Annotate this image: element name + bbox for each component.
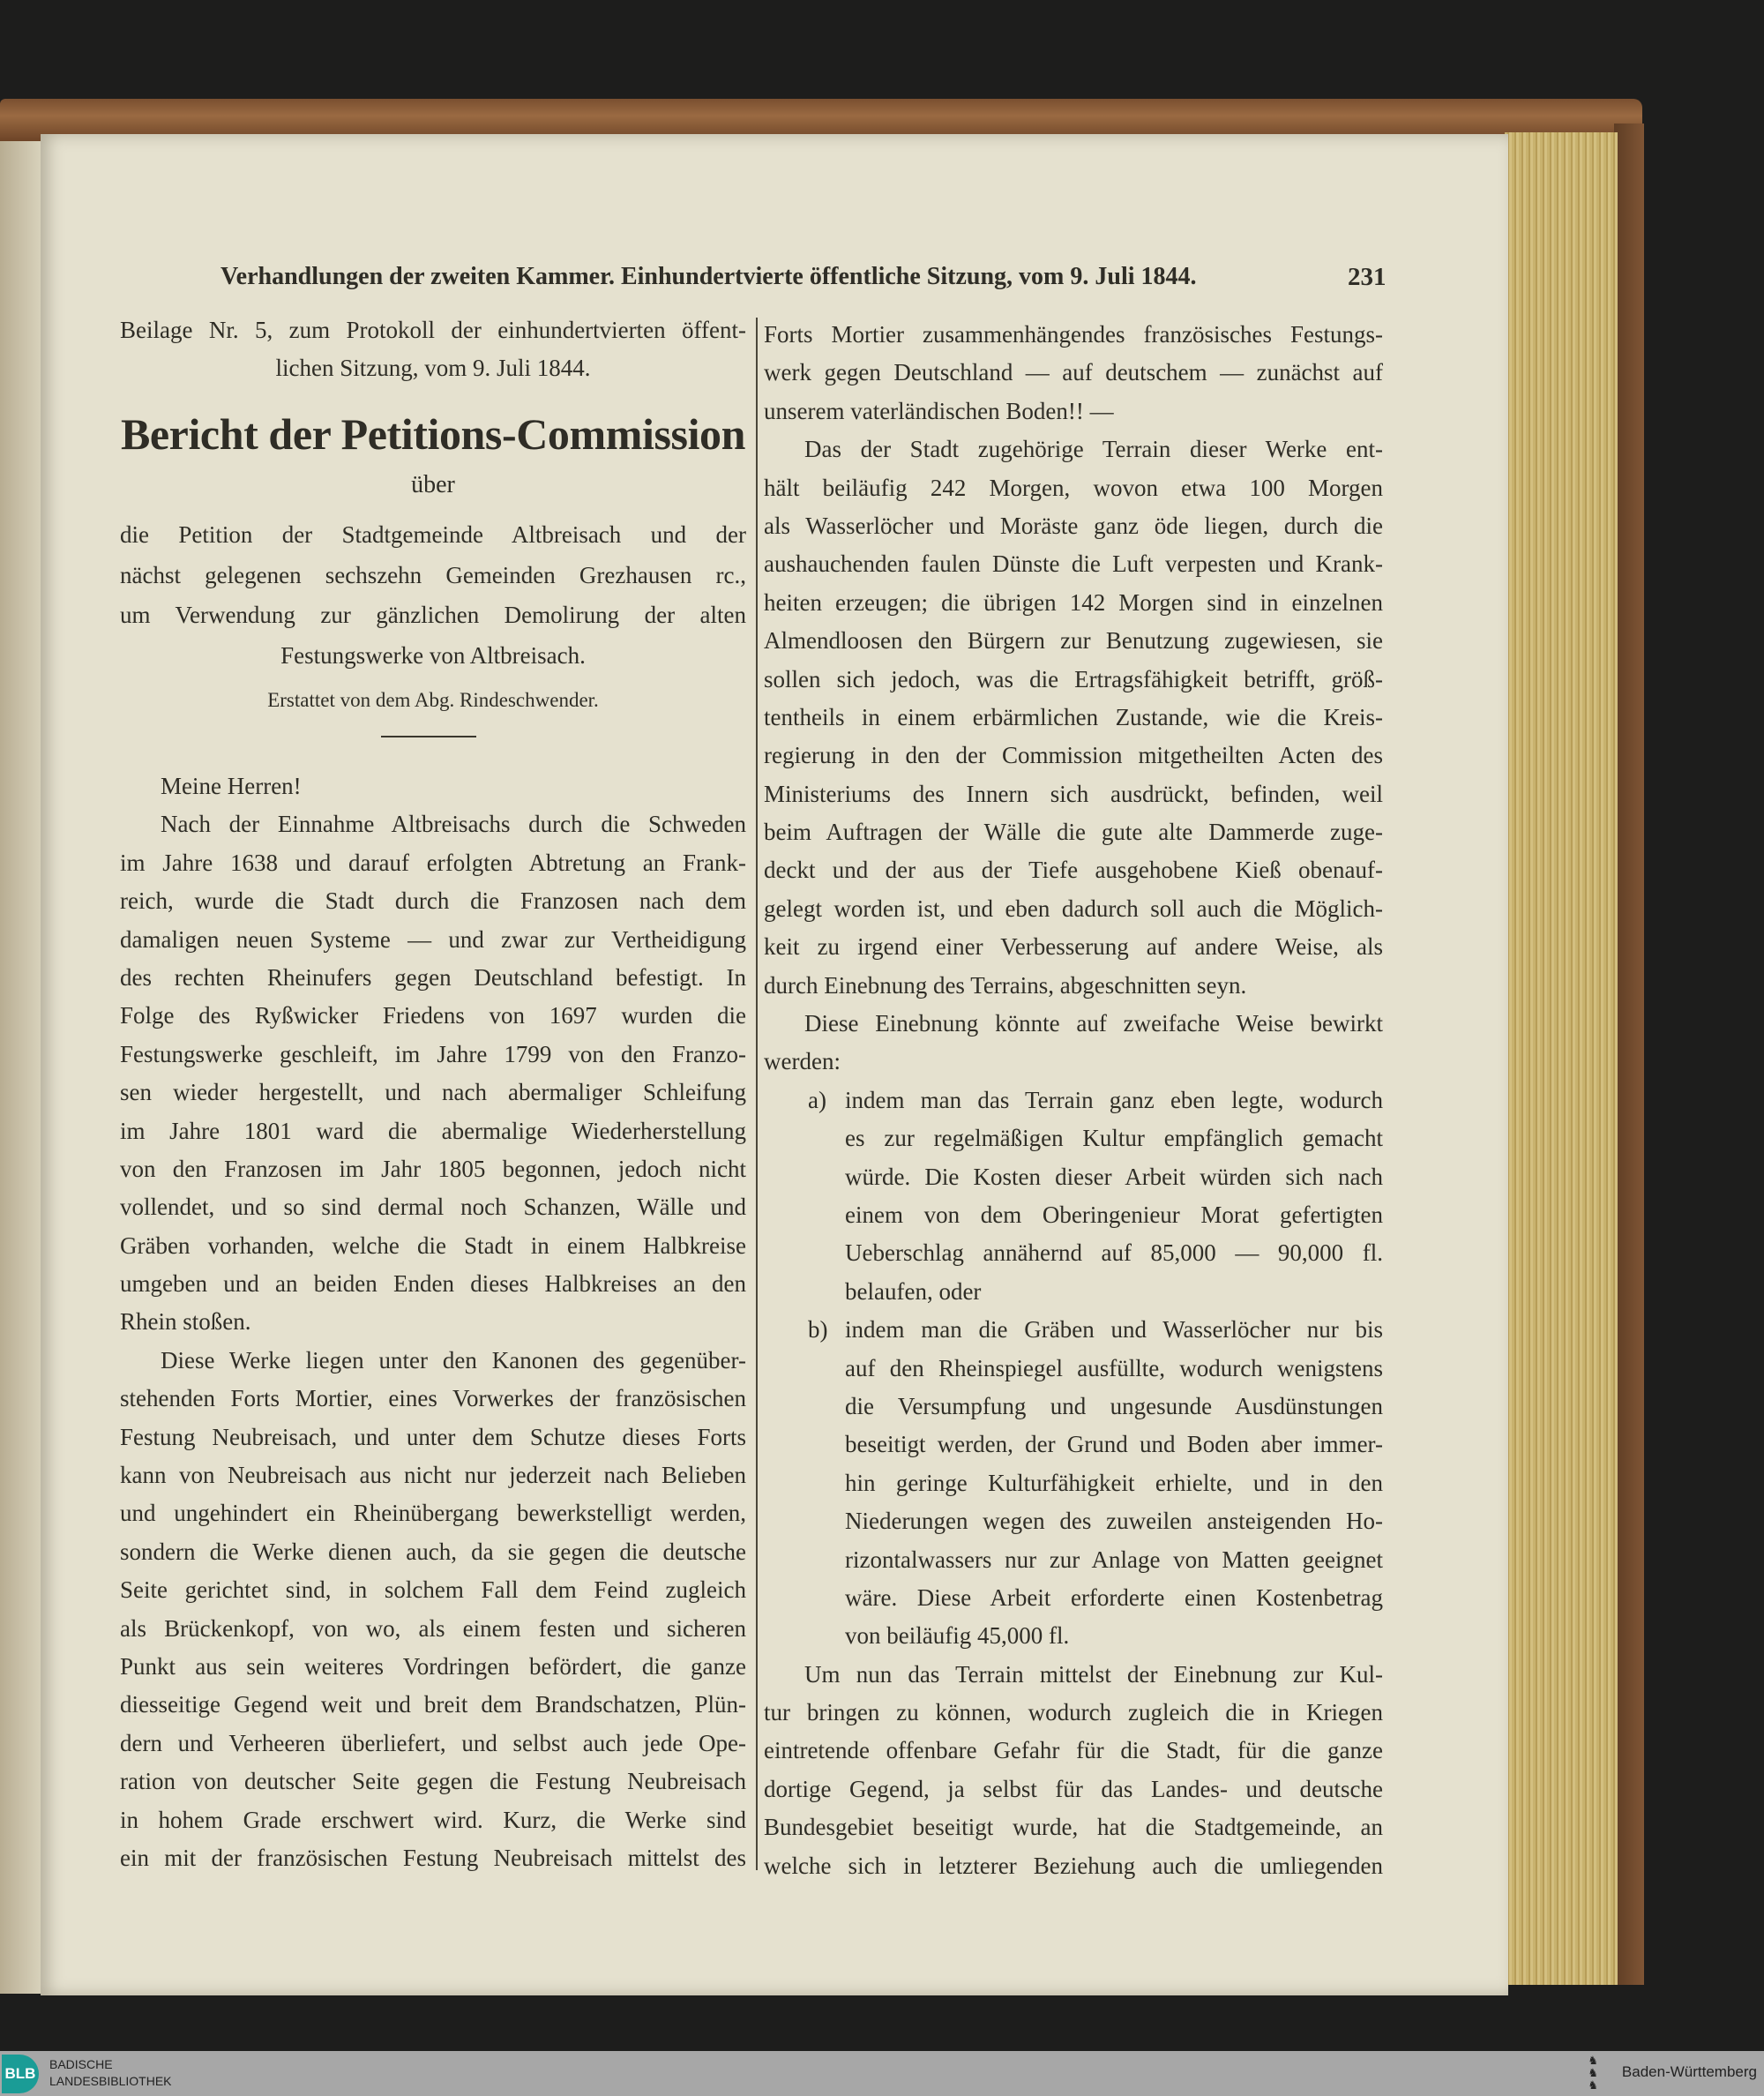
list-marker: b) (808, 1316, 828, 1344)
report-author (120, 681, 746, 719)
text-line: von beiläufig 45,000 fl. (845, 1622, 1070, 1650)
text-line: Almendloosen den Bürgern zur Benutzung zugewiesen, sie (764, 627, 1383, 655)
paragraph (120, 1342, 746, 1877)
text-line: Ministeriums des Innern sich ausdrückt, befinden, weil (764, 780, 1383, 807)
text-line: heiten erzeugen; die übrigen 142 Morgen sind in einzelnen (764, 588, 1383, 616)
text-line: deckt und der aus der Tiefe ausgehobene Kieß obenauf- (764, 857, 1383, 884)
text-line: dern und Verheeren überliefert, und selbst auch jede Ope- (120, 1729, 746, 1756)
text-line: Nach der Einnahme Altbreisachs durch die Schweden (161, 811, 746, 838)
text-line: Festungswerke geschleift, im Jahre 1799 von den Franzo- (120, 1040, 746, 1067)
text-line: auf den Rheinspiegel ausfüllte, wodurch wenigstens (845, 1354, 1383, 1381)
text-line: von den Franzosen im Jahr 1805 begonnen, jedoch nicht (120, 1155, 746, 1182)
text-line: stehenden Forts Mortier, eines Vorwerkes der französischen (120, 1385, 746, 1412)
state-name[interactable]: Baden-Württemberg (1621, 2063, 1757, 2080)
text-line: in hohem Grade erschwert wird. Kurz, die Werke sind (120, 1806, 746, 1833)
text-line: Rhein stoßen. (120, 1308, 251, 1336)
separator-rule (381, 736, 476, 737)
text-line: sen wieder hergestellt, und nach abermaliger Schleifung (120, 1079, 746, 1106)
text-line: rizontalwassers nur zur Anlage von Matten geeignet (845, 1546, 1383, 1573)
text-line: im Jahre 1801 ward die abermalige Wiederherstellung (120, 1117, 746, 1144)
text-line: vollendet, und so sind dermal noch Schanzen, Wälle und (120, 1194, 746, 1221)
list-text: indem man das Terrain ganz eben legte, wodurch (845, 1086, 1383, 1113)
page-number: 231 (1348, 263, 1387, 291)
text-line: beseitigt werden, der Grund und Boden aber immer- (845, 1431, 1383, 1458)
salutation: Meine Herren! (161, 773, 302, 799)
text-line: eintretende offenbare Gefahr für die Stadt, für die ganze (764, 1737, 1383, 1764)
list-item (764, 1311, 1383, 1656)
text-line: tentheils in einem erbärmlichen Zustande, wie die Kreis- (764, 703, 1383, 730)
paragraph (120, 805, 746, 1341)
text-line: hält beiläufig 242 Morgen, wovon etwa 100 Morgen (764, 474, 1383, 501)
text-line: diesseitige Gegend weit und breit dem Brandschatzen, Plün- (120, 1691, 746, 1718)
text-line: Niederungen wegen des zuweilen ansteigenden Ho- (845, 1508, 1383, 1535)
text-line: die Versumpfung und ungesunde Ausdünstungen (845, 1392, 1383, 1419)
column-divider (756, 318, 758, 1870)
text-line: als Brückenkopf, von wo, als einem festen und sicheren (120, 1614, 746, 1642)
text-line: Forts Mortier zusammenhängendes französisches Festungs- (764, 321, 1383, 348)
text-line: tur bringen zu können, wodurch zugleich die in Kriegen (764, 1699, 1383, 1726)
text-line (764, 1082, 1383, 1119)
blb-logo[interactable]: BLB (2, 2055, 39, 2093)
text-line: sondern die Werke dienen auch, da sie gegen die deutsche (120, 1538, 746, 1565)
text-line: ration von deutscher Seite gegen die Festung Neubreisach (120, 1768, 746, 1795)
running-head: Verhandlungen der zweiten Kammer. Einhundertvierte öffentliche Sitzung, vom 9. Juli 1844. (220, 263, 1197, 290)
list-item (764, 1082, 1383, 1311)
text-line: es zur regelmäßigen Kultur empfänglich gemacht (845, 1125, 1383, 1152)
text-line: Diese Werke liegen unter den Kanonen des gegenüber- (161, 1346, 746, 1374)
text-line: im Jahre 1638 und darauf erfolgten Abtretung an Frank- (120, 849, 746, 876)
left-column-body (120, 767, 746, 1877)
text-line: Diese Einebnung könnte auf zweifache Weise bewirkt (804, 1010, 1383, 1037)
footer-bar (0, 2051, 1764, 2096)
text-line: unserem vaterländischen Boden!! — (764, 397, 1114, 424)
library-name (49, 2056, 172, 2090)
text-line: kann von Neubreisach aus nicht nur jederzeit nach Belieben (120, 1462, 746, 1489)
text-line: welche sich in letzterer Beziehung auch die umliegenden (764, 1852, 1383, 1879)
heading-line: Beilage Nr. 5, zum Protokoll der einhundertvierten öffent- (120, 317, 746, 343)
appendix-heading (120, 311, 746, 388)
text-line: Gräben vorhanden, welche die Stadt in einem Halbkreise (120, 1231, 746, 1259)
text-line: keit zu irgend einer Verbesserung auf andere Weise, als (764, 933, 1383, 961)
text-line: wäre. Diese Arbeit erforderte einen Kostenbetrag (845, 1583, 1383, 1611)
text-line: ein mit der französischen Festung Neubreisach mittelst des (120, 1844, 746, 1871)
text-line: Folge des Ryßwicker Friedens von 1697 wurden die (120, 1002, 746, 1029)
subject-line: um Verwendung zur gänzlichen Demolirung der alten (120, 602, 746, 628)
text-line: belaufen, oder (845, 1277, 982, 1305)
book-cover-right (1614, 124, 1644, 1985)
text-line: und ungehindert ein Rheinübergang bewerkstelligt werden, (120, 1500, 746, 1527)
library-name-line: LANDESBIBLIOTHEK (49, 2074, 172, 2088)
text-line: Festung Neubreisach, und unter dem Schutze dieses Forts (120, 1423, 746, 1450)
report-preposition: über (411, 471, 455, 498)
text-line: gelegt worden ist, und eben dadurch soll auch die Möglich- (764, 895, 1383, 922)
text-line: Um nun das Terrain mittelst der Einebnung zur Kul- (804, 1660, 1383, 1688)
text-line: umgeben und an beiden Enden dieses Halbkreises an den (120, 1270, 746, 1298)
text-line: beim Auftragen der Wälle die gute alte Dammerde zuge- (764, 819, 1383, 846)
text-line: dortige Gegend, ja selbst für das Landes- und deutsche (764, 1775, 1383, 1802)
text-line: regierung in den der Commission mitgetheilten Acten des (764, 742, 1383, 769)
text-line: Seite gerichtet sind, in solchem Fall dem Feind zugleich (120, 1576, 746, 1604)
text-line: würde. Die Kosten dieser Arbeit würden sich nach (845, 1163, 1383, 1190)
gilt-page-edges (1505, 132, 1618, 1985)
list-text: indem man die Gräben und Wasserlöcher nur bis (845, 1316, 1383, 1344)
text-line: durch Einebnung des Terrains, abgeschnitten seyn. (764, 971, 1247, 999)
subject-line: Festungswerke von Altbreisach. (280, 641, 586, 669)
text-line: hin geringe Kulturfähigkeit erhielte, und in den (845, 1469, 1383, 1496)
text-line: des rechten Rheinufers gegen Deutschland befestigt. In (120, 963, 746, 991)
left-page-edge (0, 132, 42, 1994)
subject-line: die Petition der Stadtgemeinde Altbreisach und der (120, 521, 746, 548)
text-line: Punkt aus sein weiteres Vordringen befördert, die ganze (120, 1652, 746, 1680)
author-line: Erstattet von dem Abg. Rindeschwender. (267, 689, 599, 711)
report-title: Bericht der Petitions-Commission (120, 409, 746, 459)
three-lions-icon: ♞ ♞ ♞ (1588, 2054, 1598, 2092)
paragraph (764, 1656, 1383, 1885)
paragraph (764, 1005, 1383, 1082)
text-line: sollen sich jedoch, was die Ertragsfähigkeit betrifft, größ- (764, 665, 1383, 692)
text-line: reich, wurde die Stadt durch die Franzosen nach dem (120, 887, 746, 915)
right-column-body (764, 316, 1383, 1885)
report-subject (120, 515, 746, 676)
text-line: werk gegen Deutschland — auf deutschem — zunächst auf (764, 359, 1383, 386)
text-line: aushauchenden faulen Dünste die Luft verpesten und Krank- (764, 550, 1383, 578)
paragraph (764, 316, 1383, 430)
text-line: einem von dem Oberingenieur Morat gefertigten (845, 1201, 1383, 1228)
heading-line: lichen Sitzung, vom 9. Juli 1844. (275, 355, 591, 382)
text-line: Das der Stadt zugehörige Terrain dieser Werke ent- (804, 436, 1383, 463)
text-line: als Wasserlöcher und Moräste ganz öde liegen, durch die (764, 512, 1383, 539)
text-line: Ueberschlag annähernd auf 85,000 — 90,000 fl. (845, 1239, 1383, 1267)
library-name-line: BADISCHE (49, 2057, 113, 2071)
text-line: damaligen neuen Systeme — und zwar zur Vertheidigung (120, 925, 746, 953)
subject-line: nächst gelegenen sechszehn Gemeinden Grezhausen rc., (120, 561, 746, 588)
text-line: Bundesgebiet beseitigt wurde, hat die Stadtgemeinde, an (764, 1814, 1383, 1841)
paragraph (764, 430, 1383, 1005)
text-line (764, 1311, 1383, 1349)
list-marker: a) (808, 1086, 826, 1113)
text-line: werden: (764, 1048, 841, 1075)
